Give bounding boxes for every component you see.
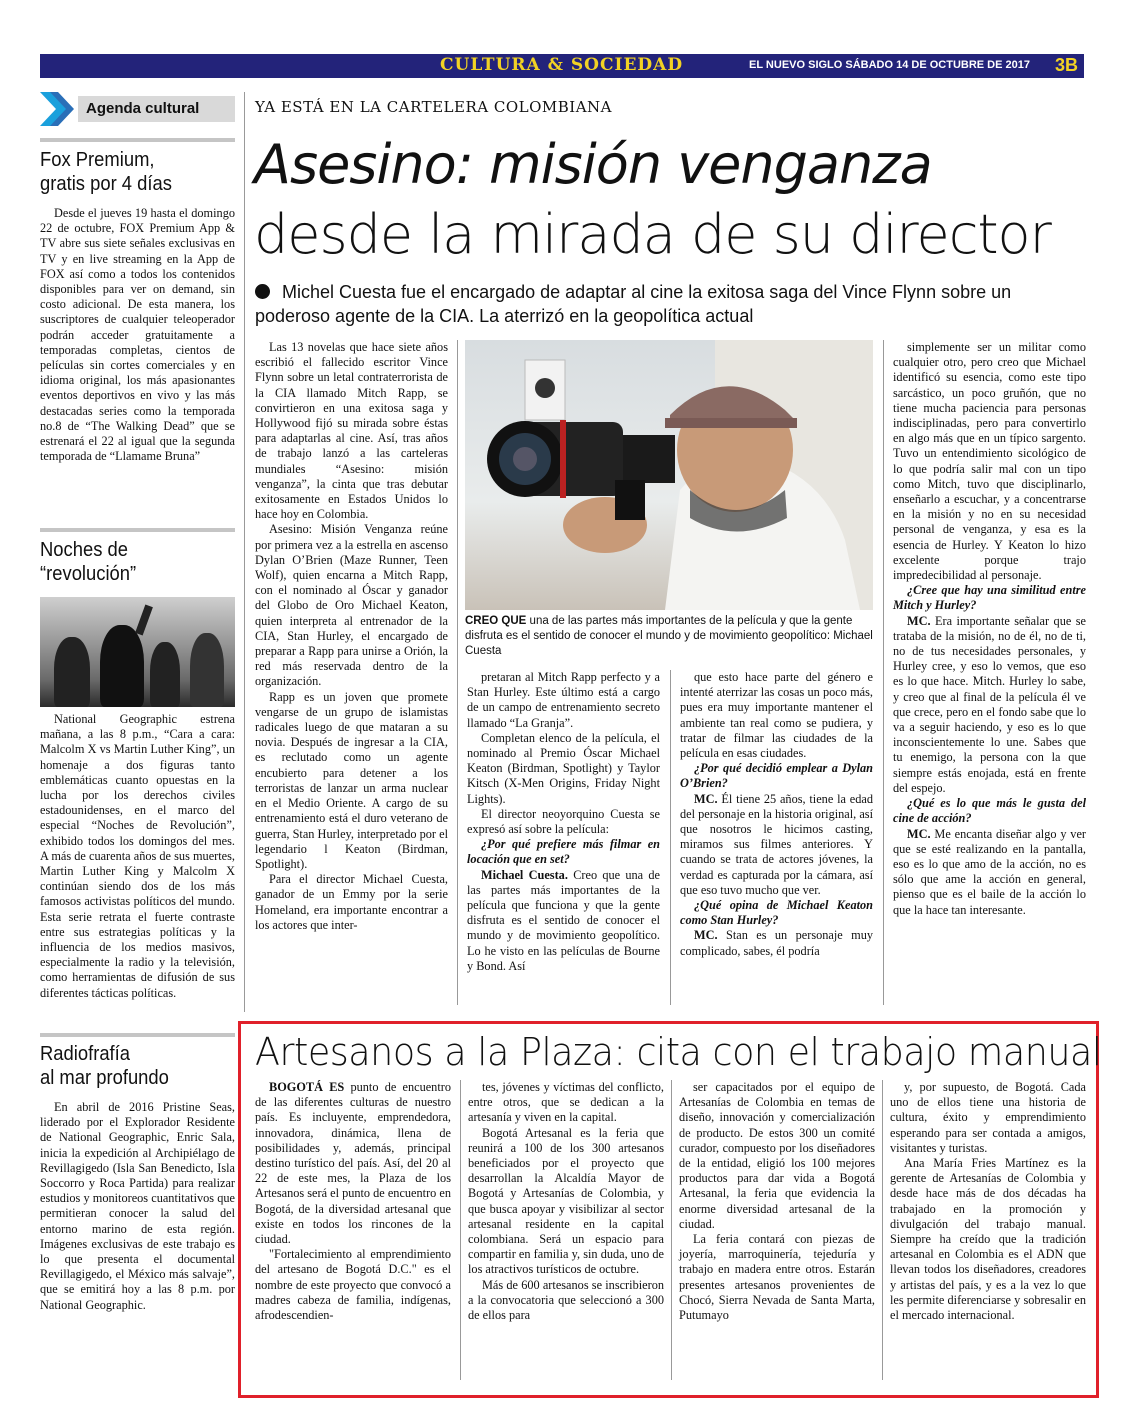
agenda-cultural-label: Agenda cultural bbox=[78, 96, 235, 122]
bullet-icon bbox=[255, 284, 270, 299]
section-name: CULTURA & SOCIEDAD bbox=[440, 55, 684, 75]
column-divider bbox=[671, 1080, 672, 1380]
sidebar-item-title: Radiofrafía al mar profundo bbox=[40, 1043, 169, 1089]
page-header-bar bbox=[40, 54, 1084, 78]
box-column-2: tes, jóvenes y víctimas del conflicto, entre otros, que se dedican a la artesanía y viven en la capital. Bogotá Artesanal es la feria que reunirá a 100 de los 300 artesanos beneficiados por el proyecto que desarrollan la Alcaldía Mayor de Bogotá y Artesanías de Colombia, y que busca apoyar y visibilizar al sector artesanal residente en la capital colombiana. Será un espacio para compartir en familia y, sin duda, uno de los atractivos turísticos de octubre. Más de 600 artesanos se inscribieron a la convocatoria que seleccionó a 300 de ellos para bbox=[468, 1080, 664, 1323]
column-divider bbox=[670, 670, 671, 1005]
column-divider bbox=[244, 92, 245, 1012]
sidebar-item-body: Desde el jueves 19 hasta el domingo 22 de octubre, FOX Premium App & TV abre sus siete señales exclusivas en TV y en live streaming en la App de FOX así como a todos los contenidos disponibles para ver on demand, sin costo adicional. De esta manera, los suscriptores de cualquier teleoperador podrán acceder gratuitamente a temporadas completas, cientos de películas sin cortes comerciales y en idioma original, los más apasionantes eventos deportivos en vivo y las más destacadas series como la temporada no.8 de “The Walking Dead” que se estrenará el 22 al igual que la segunda temporada de “Llamame Bruna” bbox=[40, 206, 235, 464]
divider bbox=[40, 528, 235, 532]
column-divider bbox=[457, 340, 458, 1005]
sidebar-item-body: National Geographic estrena mañana, a las 8 p.m., “Cara a cara: Malcolm X vs Martin Luther King”, un homenaje a dos figuras tanto emblemáticas cuanto opuestas en la lucha por los derechos civiles estadounidenses, en el marco del especial “Noches de Revolución”, exhibido todos los domingos del mes. A más de cuarenta años de sus muertes, Martin Luther King y Malcolm X continúan siendo dos de los más famosos activistas políticos del mundo. Esta serie retrata el fuerte contraste entre sus estrategias políticas y la influencia de los medios masivos, especialmente la radio y la televisión, como herramientas de difusión de sus diferentes tácticas políticas. bbox=[40, 712, 235, 1000]
photo-caption: CREO QUE una de las partes más importantes de la película y que la gente disfruta es el sentido de conocer el mundo y de movimiento geopolítico: Michael Cuesta bbox=[465, 615, 873, 657]
box-column-1: BOGOTÁ ES punto de encuentro de las diferentes culturas de nuestro país. Es incluyente, emprendedora, innovadora, dinámica, llena de posibilidades y, además, principal destino turístico del país. Así, del 20 al 22 de este mes, la Plaza de los Artesanos será el punto de encuentro en Bogotá, de la diversidad artesanal que existe en todos los rincones de la ciudad. "Fortalecimiento al emprendimiento del artesano de Bogotá D.C." es el nombre de este proyecto que convocó a madres cabeza de familia, indígenas, afrodescendien- bbox=[255, 1080, 451, 1323]
article-headline: Asesino: misión venganza desde la mirada de su director bbox=[254, 133, 1051, 266]
article-column-3: que esto hace parte del género e intenté aterrizar las cosas un poco más, pues era muy importante mantener el ambiente tan real como se pudiera, y tratar de filmar las ciudades de la película en esas ciudades. ¿Por qué decidió emplear a Dylan O’Brien? MC. Él tiene 25 años, tiene la edad del personaje en la historia original, así que nosotros le hicimos casting, miramos sus filmes anteriores. Y cuando se trata de actores jóvenes, la verdad es capturada por la cámara, así que eso tuvo mucho que ver. ¿Qué opina de Michael Keaton como Stan Hurley? MC. Stan es un personaje muy complicado, sabes, él podría bbox=[680, 670, 874, 958]
dateline: EL NUEVO SIGLO SÁBADO 14 DE OCTUBRE DE 2017 bbox=[749, 59, 1030, 71]
box-column-4: y, por supuesto, de Bogotá. Cada uno de ellos tiene una historia de cultura, éxito y emprendimiento esperando para ser contada a amigos, visitantes y turistas. Ana María Fries Martínez es la gerente de Artesanías de Colombia y desde hace más de dos décadas ha trabajado en la promoción y divulgación del trabajo manual. Siempre ha creído que la tradición artesanal en Colombia es el ADN que llevan todos los diseñadores, creadores y artistas del país, y es a la vez lo que les permite diferenciarse y sobresalir en el mercado internacional. bbox=[890, 1080, 1086, 1323]
box-headline: Artesanos a la Plaza: cita con el trabajo manual bbox=[255, 1030, 1102, 1074]
column-divider bbox=[882, 1080, 883, 1380]
article-kicker: YA ESTÁ EN LA CARTELERA COLOMBIANA bbox=[255, 98, 612, 116]
agenda-cultural-tag bbox=[40, 92, 235, 126]
article-dek: Michel Cuesta fue el encargado de adaptar al cine la exitosa saga del Vince Flynn sobre un poderoso agente de la CIA. La aterrizó en la geopolítica actual bbox=[255, 282, 1012, 326]
artesanos-story-box bbox=[238, 1021, 1102, 1398]
column-divider bbox=[883, 340, 884, 1005]
divider bbox=[40, 138, 235, 142]
page-number: 3B bbox=[1054, 55, 1078, 75]
sidebar-item-title: Fox Premium, gratis por 4 días bbox=[40, 149, 172, 195]
photo-director-with-camera bbox=[465, 340, 873, 610]
article-column-2: pretaran al Mitch Rapp perfecto y a Stan Hurley. Este último está a cargo de un campo de entrenamiento secreto llamado “La Granja”. Completan elenco de la película, el nominado al Premio Óscar Michael Keaton (Birdman, Spotlight) y Taylor Kitsch (X-Men Origins, Friday Night Lights). El director neoyorquino Cuesta se expresó así sobre la película: ¿Por qué prefiere más filmar en locación que en set? Michael Cuesta. Creo que una de las partes más importantes de la película que funciona y que la gente disfruta es el sentido de conocer el mundo y de movimiento geopolítico. Lo he visto en las películas de Bourne y Bond. Así bbox=[467, 670, 661, 973]
box-column-3: ser capacitados por el equipo de Artesanías de Colombia en temas de diseño, innovación y comercialización de producto. De estos 300 un comité curador, compuesto por los diseñadores de la entidad, eligió los 100 mejores productos para dar vida a Bogotá Artesanal, la feria que evidencia la enorme diversidad artesanal de la ciudad. La feria contará con piezas de joyería, marroquinería, tejeduría y trabajo en madera entre otros. Estarán presentes artesanos provenientes de Chocó, Sierra Nevada de Santa Marta, Putumayo bbox=[679, 1080, 875, 1323]
divider bbox=[40, 1033, 235, 1037]
article-column-1: Las 13 novelas que hace siete años escribió el fallecido escritor Vince Flynn sobre un letal contraterrorista de la CIA llamado Mitch Rapp, se convirtieron en una exitosa saga y Hollywood fijó su mirada sobre éstas para adaptarlas al cine. Así, tras años de trabajo lanzó a las carteleras mundiales “Asesino: misión venganza”, la cinta que tras debutar exitosamente en Estados Unidos lo hace hoy en Colombia. Asesino: Misión Venganza reúne por primera vez a la estrella en ascenso Dylan O’Brien (Maze Runner, Teen Wolf), quien encarna a Mitch Rapp, con el nominado al Óscar y ganador del Globo de Oro Michael Keaton, quien interpreta al entrenador de la CIA, Stan Hurley, el encargado de preparar a Rapp para unirse a Orión, la red más reservada dentro de la organización. Rapp es un joven que promete vengarse de un grupo de islamistas radicales luego de que mataran a su novia. Después de ingresar a la CIA, es reclutado como un agente encubierto para detener a los terroristas de lanzar un arma nuclear en el Medio Oriente. A cargo de su entrenamiento está el duro veterano de guerra, Stan Hurley, interpretado por el legendario l Keaton (Birdman, Spotlight). Para el director Michael Cuesta, ganador de un Emmy por la serie Homeland, era importante encontrar a los actores que inter- bbox=[255, 340, 448, 932]
photo-civil-rights-march bbox=[40, 597, 235, 707]
chevron-right-icon bbox=[40, 92, 76, 126]
article-column-4: simplemente ser un militar como cualquier otro, pero creo que Michael identificó su esencia, como este tipo sarcástico, un poco gruñón, que no tiene mucha paciencia para personas indisciplinadas, pero para convertirlo en algo más que en un típico sargento. Tuvo un entendimiento sicológico de lo que podría salir mal con un tipo como Mitch, tuvo que disciplinarlo, enseñarlo a escuchar, y a concentrarse en la misión y no en su necesidad personal de venganza, y esa es la esencia de Hurley. Y Keaton lo hizo excelente porque trajo impredecibilidad al personaje. ¿Cree que hay una similitud entre Mitch y Hurley? MC. Era importante señalar que se trataba de la misión, no de él, no de ti, no de tus necesidades personales, y Hurley cree, y eso lo vemos, que eso es lo que hace. Mitch. Hurley lo sabe, y creo que al final de la película él ve que crece, pero en el fondo sabe que lo va a seguir haciendo, y eso es lo que inconscientemente lo une. Sabes que tu enemigo, la persona con la que siempre estás enojada, está en frente del espejo. ¿Qué es lo que más le gusta del cine de acción? MC. Me encanta diseñar algo y ver que se esté realizando en la pantalla, eso es lo que amo de la acción, no es sólo que ame la acción en general, pienso que es el baile de la acción lo que la hace tan interesante. bbox=[893, 340, 1087, 917]
sidebar-item-title: Noches de “revolución” bbox=[40, 539, 137, 585]
column-divider bbox=[460, 1080, 461, 1380]
sidebar-item-body: En abril de 2016 Pristine Seas, liderado por el Explorador Residente de National Geographic, Enric Sala, inicia la expedición al Archipiélago de Revillagigedo (Isla San Benedicto, Isla Soccorro y Roca Partida) para realizar estudios y monitoreos cuantitativos que permitieran conocer la salud del entorno marino de esta región. Imágenes exclusivas de este trabajo es lo que presenta el documental Revillagigedo, el México más salvaje”, que se emitirá hoy a las 8 p.m. por National Geographic. bbox=[40, 1100, 235, 1312]
